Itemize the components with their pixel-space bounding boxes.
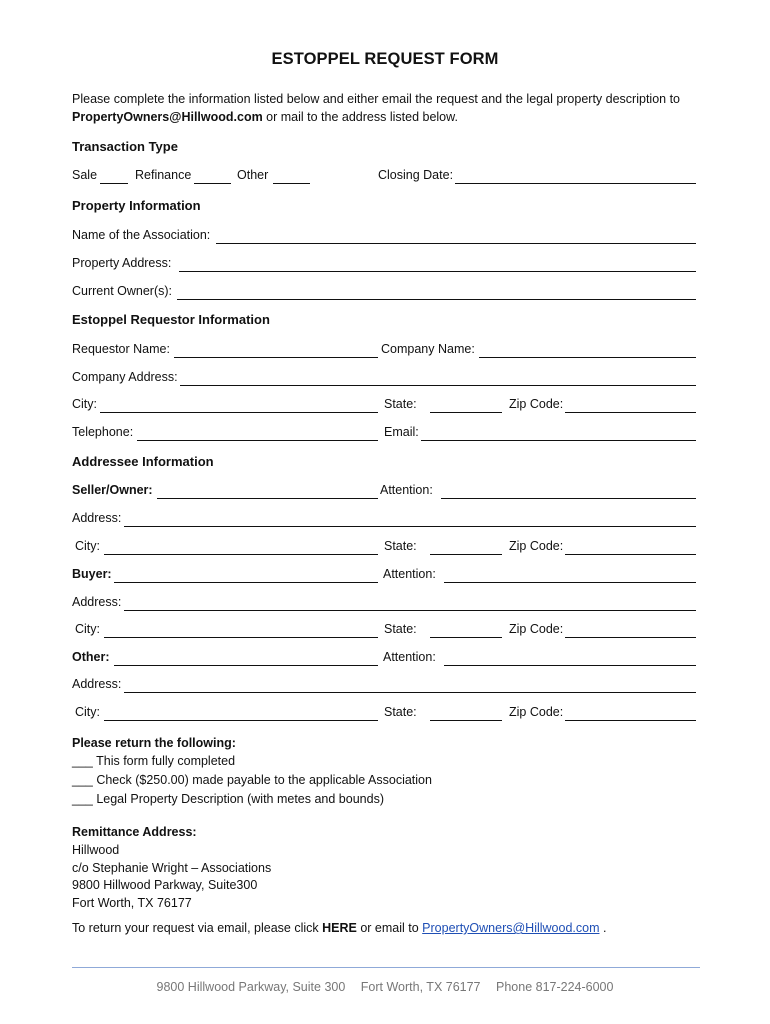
checklist-item-check: ___ Check ($250.00) made payable to the applicable Association <box>72 773 432 787</box>
other-city-field[interactable] <box>104 720 378 721</box>
requestor-city-field[interactable] <box>100 412 378 413</box>
form-page <box>72 0 698 1024</box>
footer-address: 9800 Hillwood Parkway, Suite 300 <box>156 980 346 994</box>
remittance-line-city: Fort Worth, TX 76177 <box>72 895 192 910</box>
seller-city-label: City: <box>75 539 100 553</box>
other-zip-field[interactable] <box>565 720 696 721</box>
seller-state-field[interactable] <box>430 554 502 555</box>
current-owners-label: Current Owner(s): <box>72 284 173 298</box>
other-address-label: Address: <box>72 677 122 691</box>
requestor-zip-label: Zip Code: <box>509 397 564 411</box>
buyer-attention-field[interactable] <box>444 582 696 583</box>
transaction-row <box>72 168 698 186</box>
other-address-field[interactable] <box>124 692 696 693</box>
requestor-name-label: Requestor Name: <box>72 342 170 356</box>
intro-paragraph <box>72 90 712 126</box>
company-name-label: Company Name: <box>381 342 475 356</box>
page-footer <box>72 980 698 994</box>
refinance-field[interactable] <box>194 183 231 184</box>
email-return-text-3: . <box>599 921 607 935</box>
closing-date-label: Closing Date: <box>378 168 454 182</box>
company-name-field[interactable] <box>479 357 696 358</box>
here-link[interactable]: HERE <box>322 921 357 935</box>
return-checklist <box>72 752 432 809</box>
other-state-field[interactable] <box>430 720 502 721</box>
other-label: Other <box>237 168 269 182</box>
seller-zip-label: Zip Code: <box>509 539 564 553</box>
other-address-row <box>72 677 698 695</box>
other-addressee-row <box>72 650 698 668</box>
remittance-heading: Remittance Address: <box>72 825 197 839</box>
telephone-field[interactable] <box>137 440 378 441</box>
other-city-row <box>72 705 698 723</box>
buyer-address-row <box>72 595 698 613</box>
email-label: Email: <box>384 425 419 439</box>
email-link[interactable]: PropertyOwners@Hillwood.com <box>422 921 600 935</box>
buyer-attention-label: Attention: <box>383 567 436 581</box>
buyer-row <box>72 567 698 585</box>
telephone-label: Telephone: <box>72 425 134 439</box>
refinance-label: Refinance <box>135 168 192 182</box>
other-state-label: State: <box>384 705 417 719</box>
checklist-item-form: ___ This form fully completed <box>72 754 236 768</box>
buyer-zip-label: Zip Code: <box>509 622 564 636</box>
seller-address-row <box>72 511 698 529</box>
company-address-row <box>72 370 698 388</box>
company-address-field[interactable] <box>180 385 696 386</box>
seller-attention-label: Attention: <box>380 483 433 497</box>
requestor-city-row <box>72 397 698 415</box>
page-title: ESTOPPEL REQUEST FORM <box>271 50 499 68</box>
seller-row <box>72 483 698 501</box>
requestor-name-field[interactable] <box>174 357 378 358</box>
remittance-address <box>72 842 271 912</box>
closing-date-field[interactable] <box>455 183 696 184</box>
association-label: Name of the Association: <box>72 228 211 242</box>
seller-city-field[interactable] <box>104 554 378 555</box>
section-addressee-information: Addressee Information <box>72 454 214 469</box>
seller-attention-field[interactable] <box>441 498 696 499</box>
checklist-item-legal: ___ Legal Property Description (with metes and bounds) <box>72 792 384 806</box>
property-address-row <box>72 256 698 274</box>
buyer-label: Buyer: <box>72 567 112 581</box>
buyer-city-field[interactable] <box>104 637 378 638</box>
section-property-information: Property Information <box>72 198 201 213</box>
seller-zip-field[interactable] <box>565 554 696 555</box>
requestor-zip-field[interactable] <box>565 412 696 413</box>
property-address-label: Property Address: <box>72 256 172 270</box>
other-addressee-label: Other: <box>72 650 110 664</box>
footer-phone: Phone 817-224-6000 <box>496 980 614 994</box>
other-attention-field[interactable] <box>444 665 696 666</box>
current-owners-field[interactable] <box>177 299 696 300</box>
sale-field[interactable] <box>100 183 128 184</box>
section-requestor-information: Estoppel Requestor Information <box>72 312 270 327</box>
requestor-state-label: State: <box>384 397 417 411</box>
section-transaction-type: Transaction Type <box>72 139 178 154</box>
seller-field[interactable] <box>157 498 378 499</box>
buyer-city-row <box>72 622 698 640</box>
other-field[interactable] <box>273 183 310 184</box>
telephone-row <box>72 425 698 443</box>
seller-city-row <box>72 539 698 557</box>
requestor-state-field[interactable] <box>430 412 502 413</box>
other-zip-label: Zip Code: <box>509 705 564 719</box>
remittance-line-attention: c/o Stephanie Wright – Associations <box>72 860 272 875</box>
current-owners-row <box>72 284 698 302</box>
seller-label: Seller/Owner: <box>72 483 153 497</box>
email-return-sentence <box>72 921 606 935</box>
buyer-address-field[interactable] <box>124 610 696 611</box>
seller-address-field[interactable] <box>124 526 696 527</box>
sale-label: Sale <box>72 168 98 182</box>
remittance-line-street: 9800 Hillwood Parkway, Suite300 <box>72 878 258 892</box>
association-field[interactable] <box>216 243 696 244</box>
email-return-text: To return your request via email, please click <box>72 921 323 935</box>
intro-email: PropertyOwners@Hillwood.com <box>72 110 263 124</box>
seller-state-label: State: <box>384 539 417 553</box>
buyer-field[interactable] <box>114 582 378 583</box>
other-addressee-field[interactable] <box>114 665 378 666</box>
buyer-state-label: State: <box>384 622 417 636</box>
buyer-state-field[interactable] <box>430 637 502 638</box>
remittance-line-company: Hillwood <box>72 843 120 857</box>
buyer-city-label: City: <box>75 622 100 636</box>
intro-text-2: or mail to the address listed below. <box>262 110 458 124</box>
footer-city: Fort Worth, TX 76177 <box>360 980 481 994</box>
email-field[interactable] <box>421 440 696 441</box>
requestor-city-label: City: <box>72 397 97 411</box>
intro-text: Please complete the information listed below and either email the request and the legal property description to <box>72 92 680 106</box>
return-heading: Please return the following: <box>72 736 236 750</box>
other-city-label: City: <box>75 705 100 719</box>
requestor-name-row <box>72 342 698 360</box>
email-return-text-2: or email to <box>356 921 423 935</box>
property-address-field[interactable] <box>179 271 696 272</box>
seller-address-label: Address: <box>72 511 122 525</box>
association-row <box>72 228 698 246</box>
footer-divider <box>72 967 700 968</box>
buyer-zip-field[interactable] <box>565 637 696 638</box>
company-address-label: Company Address: <box>72 370 178 384</box>
other-attention-label: Attention: <box>383 650 436 664</box>
buyer-address-label: Address: <box>72 595 122 609</box>
